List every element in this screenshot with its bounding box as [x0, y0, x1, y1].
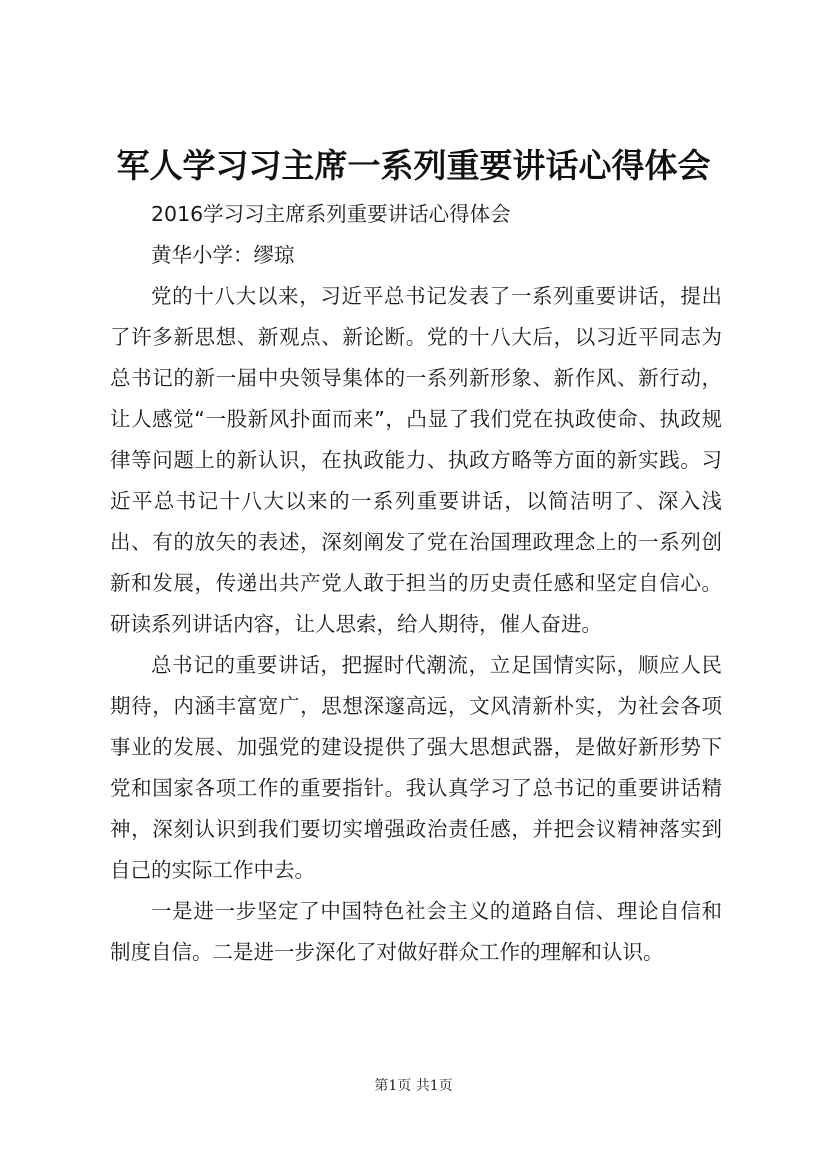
document-body [110, 194, 722, 973]
document-title: 军人学习习主席一系列重要讲话心得体会 [116, 146, 711, 185]
paragraph: 党的十八大以来，习近平总书记发表了一系列重要讲话，提出了许多新思想、新观点、新论断。党的十八大后，以习近平同志为总书记的新一届中央领导集体的一系列新形象、新作风、新行动，让人感觉“一股新风扑面而来”，凸显了我们党在执政使命、执政规律等问题上的新认识，在执政能力、执政方略等方面的新实践。习近平总书记十八大以来的一系列重要讲话，以简洁明了、深入浅出、有的放矢的表述，深刻阐发了党在治国理政理念上的一系列创新和发展，传递出共产党人敢于担当的历史责任感和坚定自信心。研读系列讲话内容，让人思索，给人期待，催人奋进。 [110, 284, 722, 636]
paragraph: 一是进一步坚定了中国特色社会主义的道路自信、理论自信和制度自信。二是进一步深化了对做好群众工作的理解和认识。 [110, 899, 722, 964]
author-line: 黄华小学：缪琼 [151, 243, 295, 267]
subtitle-line: 2016学习习主席系列重要讲话心得体会 [151, 202, 511, 226]
page-footer: 第1页 共1页 [374, 1078, 453, 1094]
paragraph: 总书记的重要讲话，把握时代潮流，立足国情实际，顺应人民期待，内涵丰富宽广，思想深邃高远，文风清新朴实，为社会各项事业的发展、加强党的建设提供了强大思想武器，是做好新形势下党和国家各项工作的重要指针。我认真学习了总书记的重要讲话精神，深刻认识到我们要切实增强政治责任感，并把会议精神落实到自己的实际工作中去。 [110, 653, 722, 882]
